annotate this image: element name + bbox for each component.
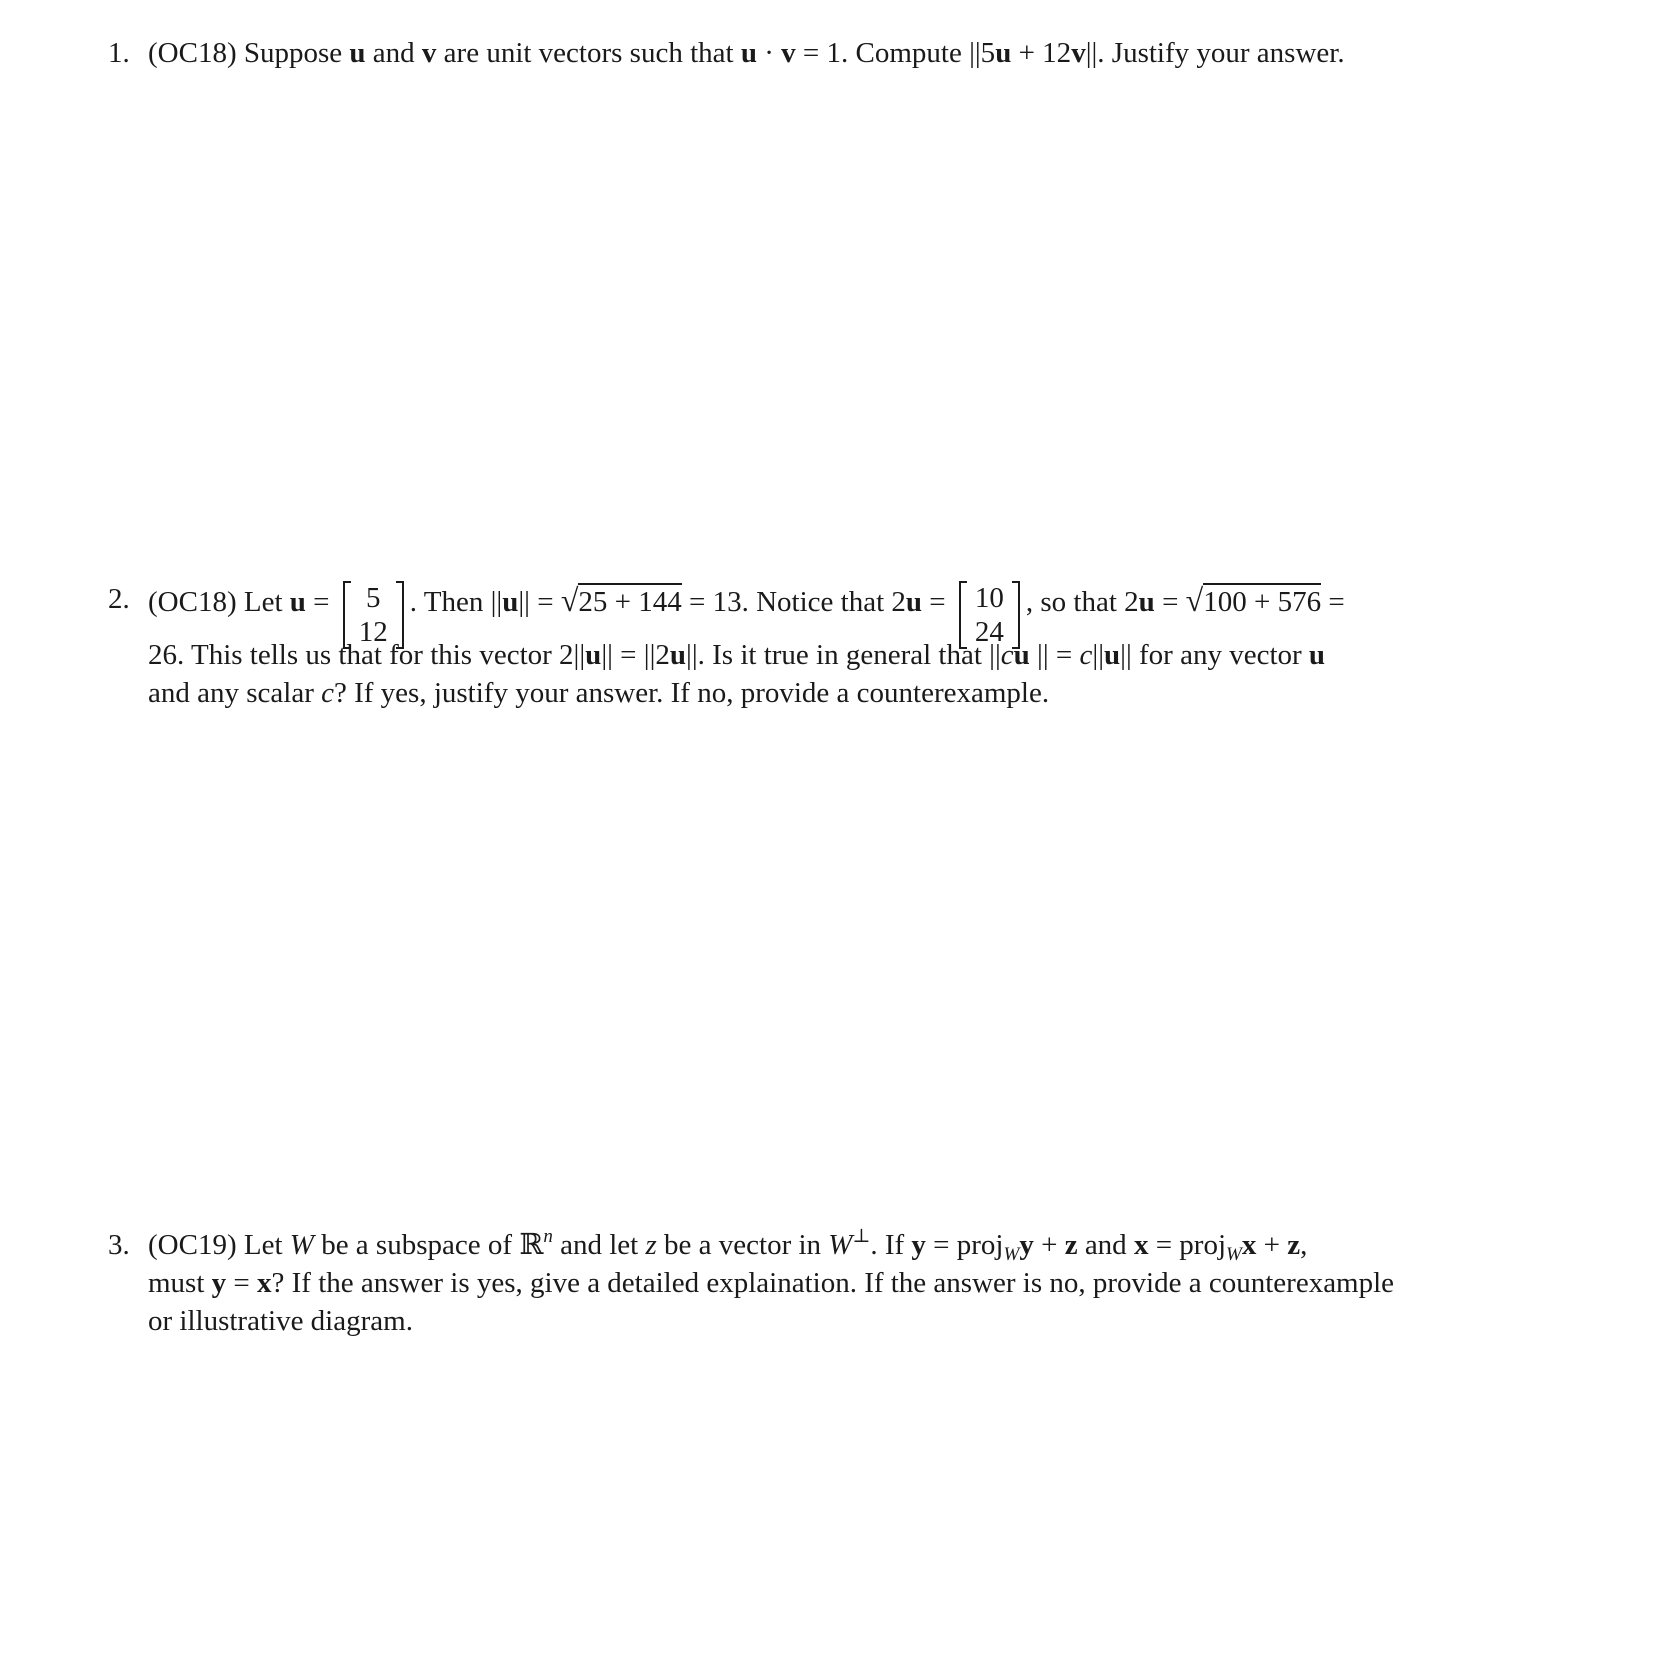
matrix-entry: 24 — [974, 616, 1004, 648]
text-run: , so that 2 — [1025, 586, 1139, 619]
vector-u: u — [740, 37, 757, 69]
problem-tag: (OC18) — [148, 586, 237, 619]
radical-icon: √ — [560, 582, 579, 619]
vector-x: x — [257, 1267, 272, 1299]
text-run: ||. Justify your answer. — [1085, 37, 1345, 69]
text-run: and let — [560, 1229, 639, 1261]
text-run: Let — [243, 586, 283, 619]
subspace-W: W — [828, 1229, 853, 1261]
vector-v: v — [1071, 37, 1086, 69]
problem-number: 1. — [108, 37, 130, 69]
vector-u: u — [289, 586, 306, 619]
text-run: and — [372, 37, 415, 69]
text-run: = proj — [933, 1229, 1004, 1261]
vector-z: z — [645, 1229, 657, 1261]
text-run: be a vector in — [664, 1229, 822, 1261]
text-run: ||. Is it true in general that || — [686, 639, 1001, 671]
problem-text — [148, 560, 1608, 712]
text-run: || = — [1037, 639, 1073, 671]
subspace-W: W — [1226, 1244, 1242, 1265]
perp-symbol: ⊥ — [852, 1226, 871, 1247]
text-run: + 12 — [1018, 37, 1072, 69]
text-run: be a subspace of ℝ — [321, 1229, 544, 1261]
equals-sign: = — [1328, 586, 1345, 619]
scalar-c: c — [1000, 639, 1014, 671]
radicand: 100 + 576 — [1203, 583, 1321, 618]
vector-x: x — [1133, 1229, 1149, 1261]
vector-u: u — [502, 586, 519, 619]
vector-u: u — [995, 37, 1012, 69]
text-run: Suppose — [243, 37, 343, 69]
text-run: , — [1300, 1229, 1308, 1261]
equals-sign: = — [929, 586, 946, 619]
problem-number: 2. — [108, 583, 130, 615]
text-run: and — [1084, 1229, 1127, 1261]
text-run: or illustrative diagram. — [148, 1305, 413, 1337]
text-run: || — [1092, 639, 1105, 671]
problem-2 — [108, 560, 1608, 712]
problem-number: 3. — [108, 1229, 130, 1261]
vector-u: u — [669, 639, 687, 671]
text-run: must — [148, 1267, 205, 1299]
vector-x: x — [1241, 1229, 1257, 1261]
column-vector-2u — [959, 560, 1020, 649]
matrix-entry: 12 — [358, 616, 388, 648]
vector-u: u — [1138, 586, 1155, 619]
text-run: || = — [518, 586, 554, 619]
problem-text — [148, 34, 1608, 72]
exponent-n: n — [543, 1226, 553, 1247]
text-run: = — [233, 1267, 250, 1299]
text-run: . Then || — [409, 586, 503, 619]
vector-u: u — [1013, 639, 1030, 671]
vector-z: z — [1287, 1229, 1301, 1261]
dot-operator: · — [764, 37, 774, 69]
vector-u: u — [349, 37, 366, 69]
radicand: 25 + 144 — [578, 583, 681, 618]
problem-tag: (OC18) — [148, 37, 237, 69]
text-run: = 13. Notice that 2 — [688, 586, 906, 619]
vector-y: y — [1019, 1229, 1034, 1261]
matrix-entry: 5 — [366, 582, 381, 614]
vector-y: y — [911, 1229, 926, 1261]
vector-u: u — [585, 639, 602, 671]
vector-u: u — [1308, 639, 1326, 671]
text-run: || = ||2 — [601, 639, 670, 671]
vector-z: z — [1064, 1229, 1078, 1261]
equals-sign: = — [1162, 586, 1179, 619]
vector-u: u — [905, 586, 923, 619]
vector-y: y — [211, 1267, 227, 1299]
subspace-W: W — [289, 1229, 314, 1261]
vector-v: v — [421, 37, 437, 69]
radical-icon: √ — [1185, 582, 1204, 619]
vector-u: u — [1104, 639, 1121, 671]
column-vector-u — [343, 560, 404, 649]
text-run: = 1. Compute ||5 — [802, 37, 996, 69]
text-run: || for any vector — [1120, 639, 1302, 671]
problem-1 — [108, 34, 1608, 72]
text-run: + — [1263, 1229, 1280, 1261]
text-run: ? If yes, justify your answer. If no, provide a counterexample. — [333, 677, 1050, 709]
text-run: are unit vectors such that — [443, 37, 734, 69]
square-root — [1186, 562, 1321, 640]
problem-tag: (OC19) — [148, 1229, 237, 1261]
vector-v: v — [781, 37, 796, 69]
text-run: Let — [243, 1229, 283, 1261]
text-run: + — [1041, 1229, 1058, 1261]
scalar-c: c — [1079, 639, 1093, 671]
text-run: . If — [870, 1229, 905, 1261]
problem-3 — [108, 1226, 1608, 1340]
matrix-entry: 10 — [974, 582, 1004, 614]
problem-text — [148, 1226, 1608, 1340]
subspace-W: W — [1003, 1244, 1020, 1265]
text-run: ? If the answer is yes, give a detailed explaination. If the answer is no, provide a counterexample — [271, 1267, 1395, 1299]
text-run: 26. This tells us that for this vector 2|| — [148, 639, 586, 671]
scalar-c: c — [321, 677, 334, 709]
text-run: and any scalar — [148, 677, 314, 709]
text-run: = proj — [1155, 1229, 1227, 1261]
equals-sign: = — [313, 586, 330, 619]
square-root — [561, 562, 682, 640]
